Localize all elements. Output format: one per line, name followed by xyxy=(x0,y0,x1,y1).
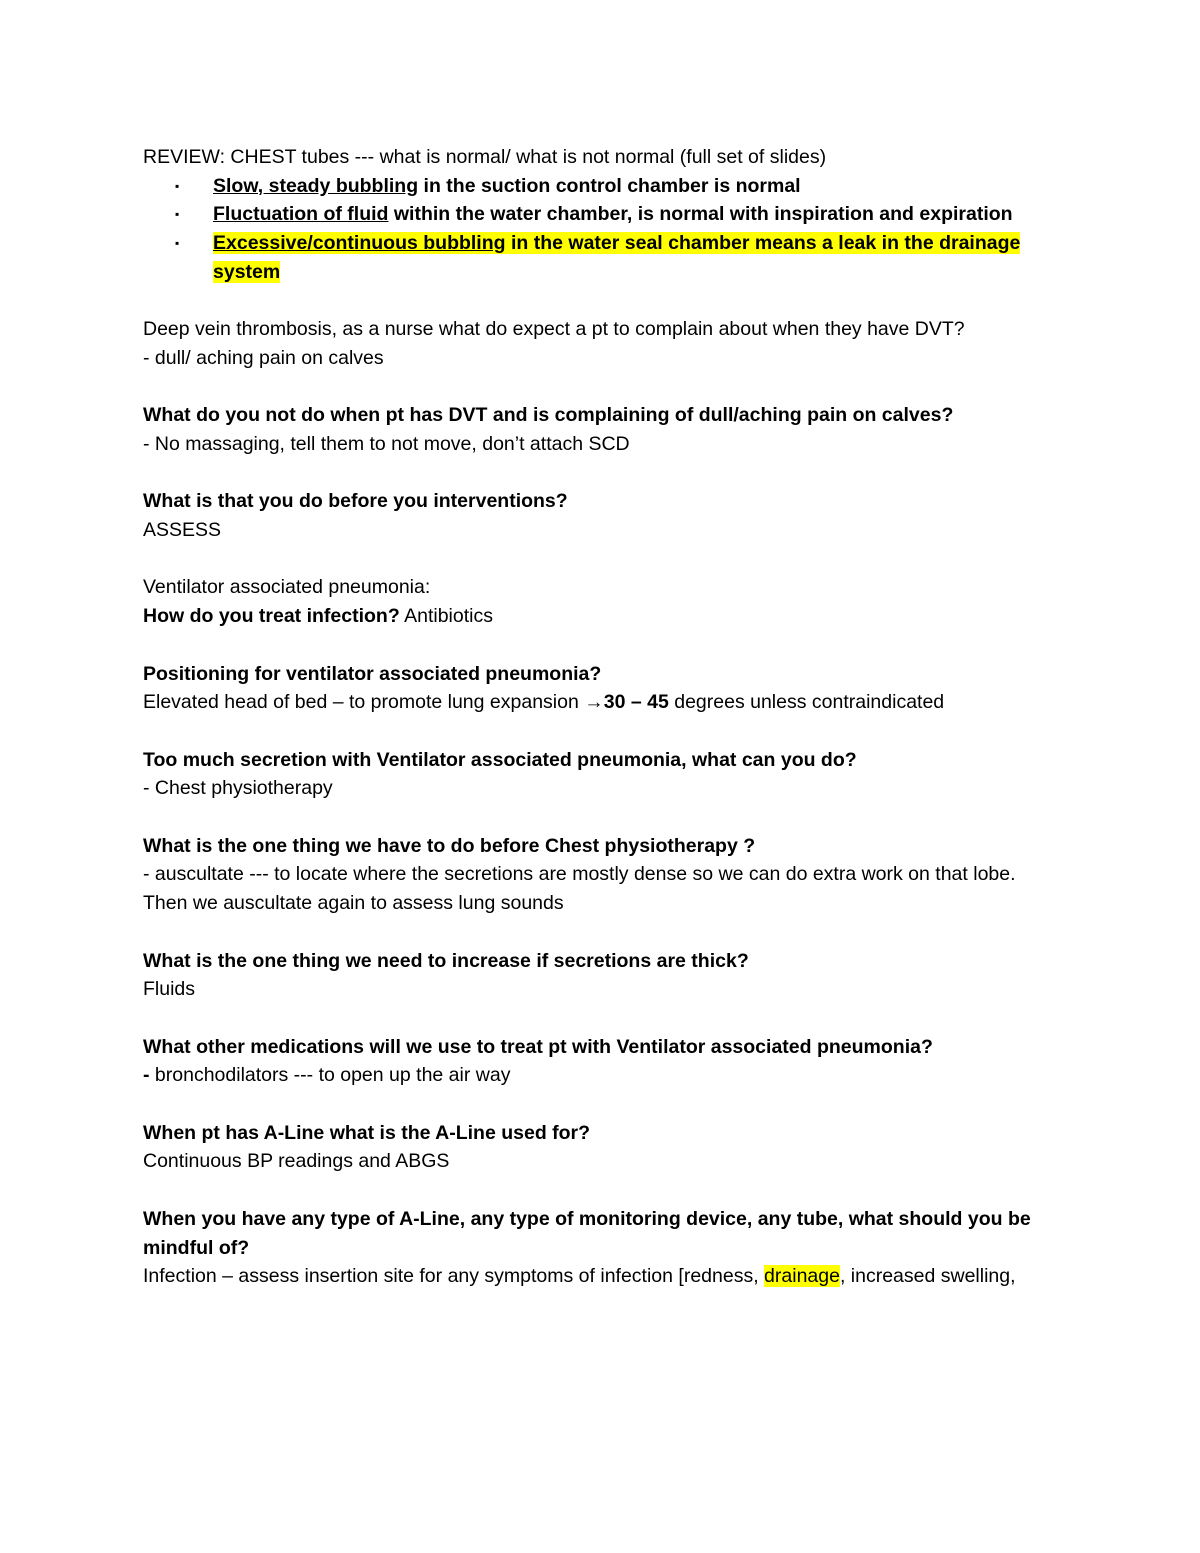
physio-answer-1: - auscultate --- to locate where the secretions are mostly dense so we can do extra work on that lobe. xyxy=(143,863,1016,886)
vap-heading: Ventilator associated pneumonia: xyxy=(143,576,431,599)
document-page xyxy=(143,143,1073,1291)
bullet-1-underlined: Slow, steady bubbling xyxy=(213,174,419,197)
vap-treat-question: How do you treat infection? xyxy=(143,605,400,628)
dvt-question: Deep vein thrombosis, as a nurse what do expect a pt to complain about when they have DVT? xyxy=(143,318,965,341)
position-answer: Elevated head of bed – to promote lung expansion →30 – 45 degrees unless contraindicated xyxy=(143,691,945,714)
bullet-2-underlined: Fluctuation of fluid xyxy=(213,203,389,226)
before-answer: ASSESS xyxy=(143,519,222,542)
secretion-answer: - Chest physiotherapy xyxy=(143,777,333,800)
bullet-1-rest: in the suction control chamber is normal xyxy=(418,174,801,197)
mindful-question: When you have any type of A-Line, any type of monitoring device, any tube, what should you be mindful of? xyxy=(143,1207,1031,1259)
bullet-3-rest: in the water seal chamber means a leak in the drainage system xyxy=(213,232,1021,283)
vap-treat-answer: Antibiotics xyxy=(399,605,493,628)
position-question: Positioning for ventilator associated pneumonia? xyxy=(143,662,602,685)
secretion-question: Too much secretion with Ventilator associated pneumonia, what can you do? xyxy=(143,748,857,771)
physio-answer-2: Then we auscultate again to assess lung sounds xyxy=(143,892,564,915)
aline-question: When pt has A-Line what is the A-Line used for? xyxy=(143,1121,591,1144)
thick-answer: Fluids xyxy=(143,978,196,1001)
chest-tubes-title: REVIEW: CHEST tubes --- what is normal/ what is not normal (full set of slides) xyxy=(143,146,827,168)
meds-answer: - bronchodilators --- to open up the air way xyxy=(143,1064,511,1087)
physio-question: What is the one thing we have to do before Chest physiotherapy ? xyxy=(143,834,756,857)
bullet-3-underlined: Excessive/continuous bubbling xyxy=(213,232,506,255)
mindful-answer: Infection – assess insertion site for any symptoms of infection [redness, drainage, increased swelling, xyxy=(143,1265,1016,1288)
dvt-not-question: What do you not do when pt has DVT and is complaining of dull/aching pain on calves? xyxy=(143,404,954,427)
chest-tubes-list xyxy=(143,172,1073,287)
aline-answer: Continuous BP readings and ABGS xyxy=(143,1150,450,1173)
degree-range: 30 – 45 xyxy=(603,691,669,714)
bullet-slow-bubbling xyxy=(213,172,1073,201)
arrow-icon: → xyxy=(584,691,604,714)
dvt-not-answer: - No massaging, tell them to not move, don’t attach SCD xyxy=(143,433,630,455)
drainage-highlight: drainage xyxy=(764,1265,840,1288)
bullet-excessive-bubbling xyxy=(213,229,1073,286)
bullet-fluctuation xyxy=(213,200,1073,229)
meds-question: What other medications will we use to treat pt with Ventilator associated pneumonia? xyxy=(143,1035,933,1058)
thick-question: What is the one thing we need to increase if secretions are thick? xyxy=(143,949,749,972)
vap-treat xyxy=(143,602,1073,631)
before-question: What is that you do before you interventions? xyxy=(143,490,568,513)
bullet-2-rest: within the water chamber, is normal with inspiration and expiration xyxy=(388,203,1013,226)
dvt-answer: - dull/ aching pain on calves xyxy=(143,346,384,369)
